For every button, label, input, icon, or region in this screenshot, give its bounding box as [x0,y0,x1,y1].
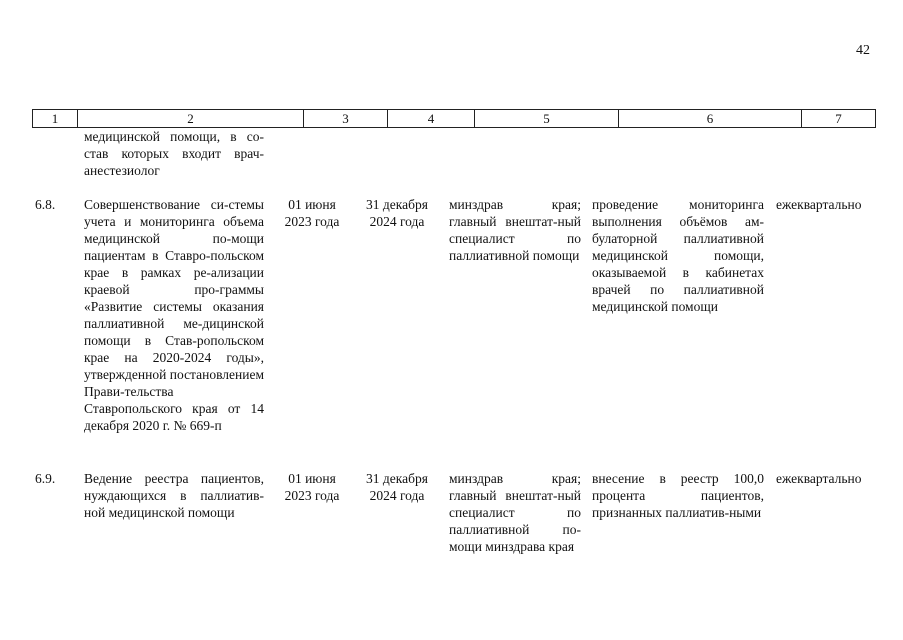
table-header [32,109,876,128]
header-col-6: 6 [706,111,714,126]
header-col-3: 3 [342,111,349,126]
row-start-date: 01 июня 2023 года [284,197,340,229]
header-col-4: 4 [427,111,435,126]
row-description: Совершенствование си-стемы учета и мониторинга объема медицинской по-мощи пациентам в Ставро-польском крае в рамках ре-ализации краевой про-граммы «Развитие системы оказания паллиативной ме-дицинской помощи в Став-ропольском крае на 2020-2024 годы», утвержденной постановлением Прави-тельства Ставропольского края от 14 декабря 2020 г. № 669-п [84,197,264,433]
row-end-date: 31 декабря 2024 года [366,471,428,503]
header-col-1: 1 [51,111,59,126]
row-number: 6.9. [35,471,56,486]
row-number: 6.8. [35,197,56,212]
row-responsible: минздрав края; главный внештат-ный специалист по паллиативной по-мощи минздрава края [449,471,581,554]
page-number: 42 [856,43,870,58]
row-start-date: 01 июня 2023 года [284,471,340,503]
row-result: проведение мониторинга выполнения объёмов ам-булаторной паллиативной медицинской помощи, оказываемой в кабинетах врачей по паллиативной медицинской помощи [592,197,764,314]
row-responsible: минздрав края; главный внештат-ный специалист по паллиативной помощи [449,197,581,263]
header-col-2: 2 [187,111,194,126]
continuation-description: медицинской помощи, в со-став которых входит врач-анестезиолог [84,129,264,178]
row-result: внесение в реестр 100,0 процента пациентов, признанных паллиатив-ными [592,471,764,520]
row-frequency: ежеквартально [776,471,862,486]
row-frequency: ежеквартально [776,197,862,212]
header-col-5: 5 [543,111,550,126]
row-description: Ведение реестра пациентов, нуждающихся в паллиатив-ной медицинской помощи [84,471,264,520]
row-end-date: 31 декабря 2024 года [366,197,428,229]
header-col-7: 7 [835,111,842,126]
